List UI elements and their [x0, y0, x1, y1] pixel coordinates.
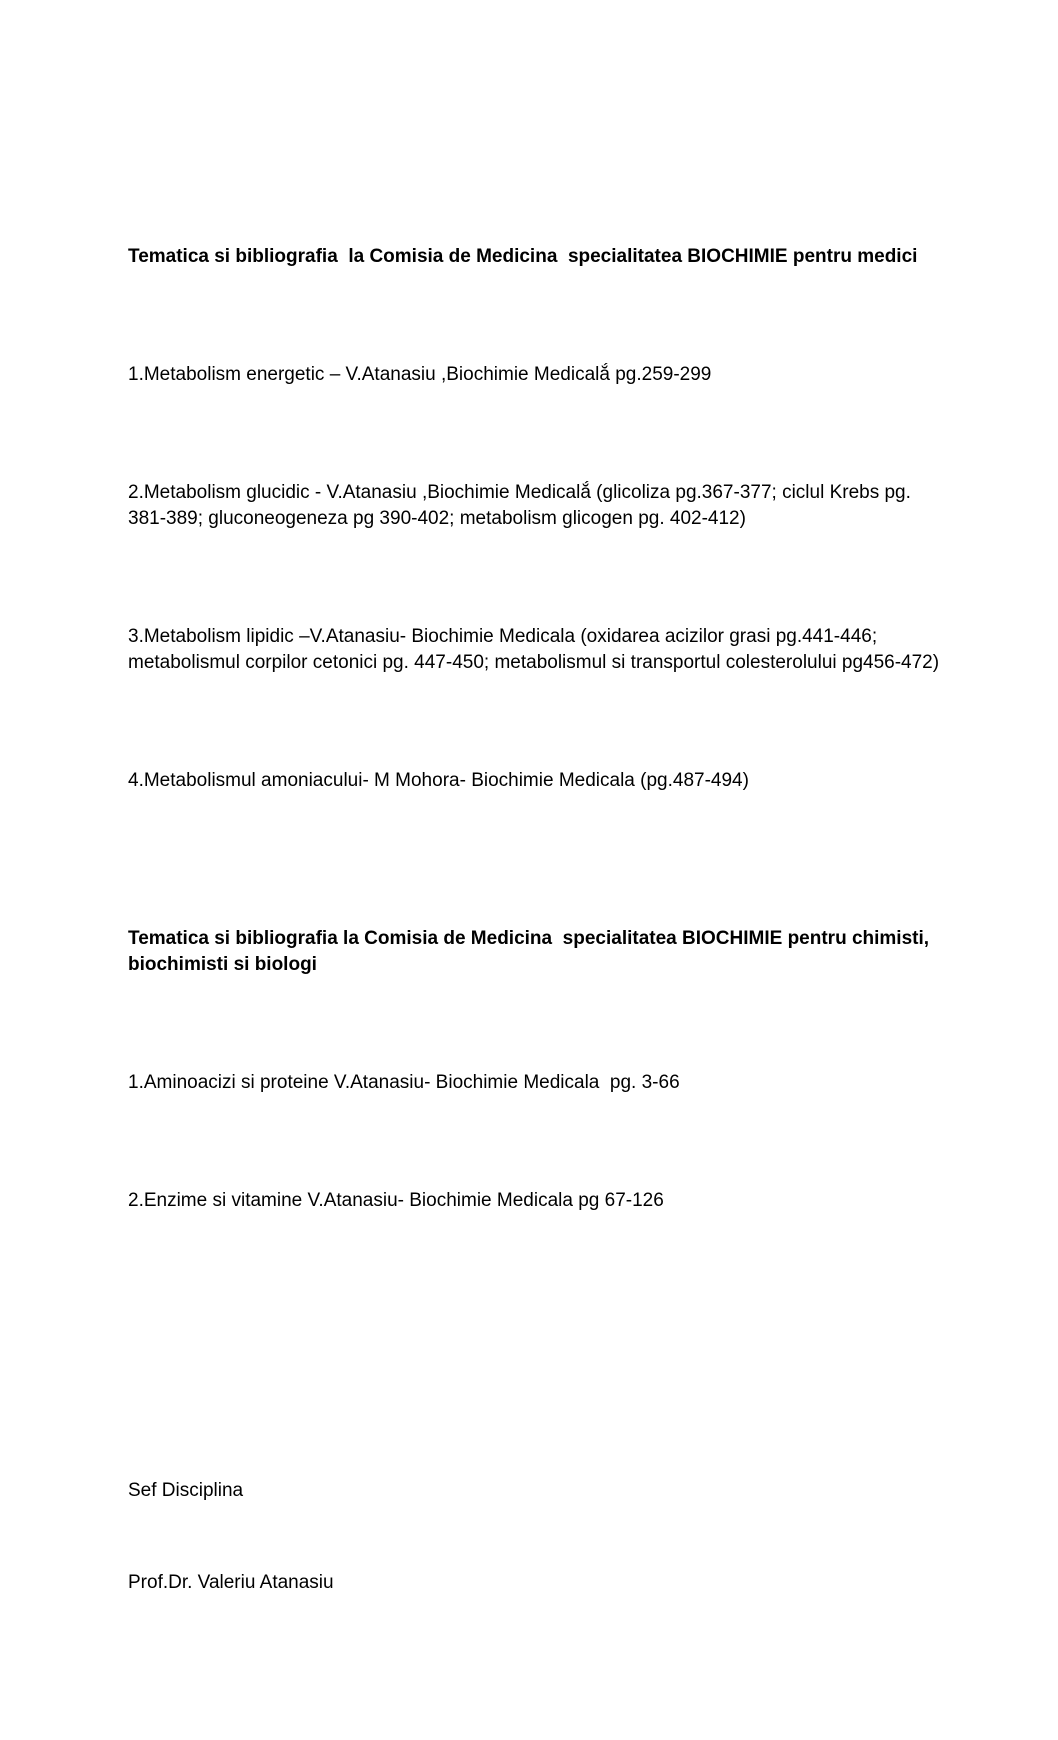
bibliography-item-enzime-vitamine: 2.Enzime si vitamine V.Atanasiu- Biochimie Medicala pg 67-126 [128, 1190, 664, 1211]
signature-name: Prof.Dr. Valeriu Atanasiu [128, 1572, 334, 1593]
section-heading-medici: Tematica si bibliografia la Comisia de Medicina specialitatea BIOCHIMIE pentru medici [128, 246, 918, 267]
bibliography-item-aminoacizi-proteine: 1.Aminoacizi si proteine V.Atanasiu- Biochimie Medicala pg. 3-66 [128, 1072, 680, 1093]
bibliography-item-metabolismul-amoniacului: 4.Metabolismul amoniacului- M Mohora- Biochimie Medicala (pg.487-494) [128, 770, 749, 791]
document-content [128, 166, 946, 1740]
signature-block [128, 1426, 946, 1662]
bibliography-item-metabolism-lipidic: 3.Metabolism lipidic –V.Atanasiu- Biochimie Medicala (oxidarea acizilor grasi pg.441-446; metabolismul corpilor cetonici pg. 447-450; metabolismul si transportul colesterolului pg456-472) [128, 626, 940, 673]
section-heading-chimisti: Tematica si bibliografia la Comisia de Medicina specialitatea BIOCHIMIE pentru chimisti, biochimisti si biologi [128, 928, 935, 975]
bibliography-item-metabolism-glucidic: 2.Metabolism glucidic - V.Atanasiu ,Biochimie Medicalắ (glicoliza pg.367-377; ciclul Krebs pg. 381-389; gluconeogeneza pg 390-402; metabolism glicogen pg. 402-412) [128, 482, 917, 529]
bibliography-item-metabolism-energetic: 1.Metabolism energetic – V.Atanasiu ,Biochimie Medicalắ pg.259-299 [128, 364, 712, 385]
signature-role: Sef Disciplina [128, 1480, 244, 1501]
